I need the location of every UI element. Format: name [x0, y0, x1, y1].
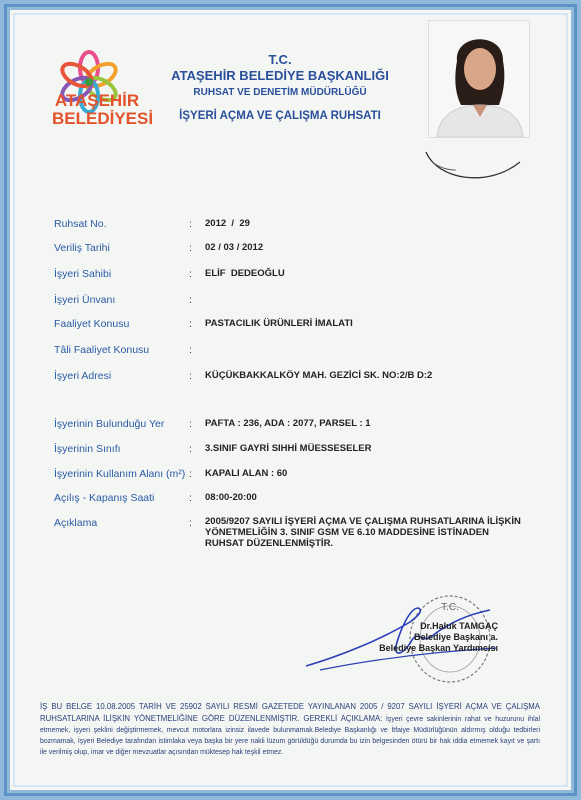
header-department: RUHSAT VE DENETİM MÜDÜRLÜĞÜ — [193, 87, 367, 98]
field-area — [50, 468, 550, 484]
field-label: Açılış - Kapanış Saati — [54, 492, 155, 504]
owner-photo — [428, 20, 530, 138]
signatory-subtitle: Belediye Başkan Yardımcısı — [379, 643, 498, 653]
field-colon: : — [189, 468, 192, 480]
portrait-icon — [429, 21, 529, 137]
signatory-name: Dr.Haluk TAMGAÇ — [420, 621, 498, 631]
explanation-text: 2005/9207 SAYILI İŞYERİ AÇMA VE ÇALIŞMA RUHSATLARINA İLİŞKİN YÖNETMELİĞİN 3. SINIF GSM VE 6.10 MADDESİNE İSTİNADEN RUHSAT DÜZENLENMİŞTİR. — [205, 516, 521, 549]
field-colon: : — [189, 418, 192, 430]
field-label: Faaliyet Konusu — [54, 318, 130, 330]
field-colon: : — [189, 370, 192, 382]
field-address — [50, 370, 550, 386]
field-label: Veriliş Tarihi — [54, 242, 110, 254]
field-location — [50, 418, 550, 434]
legal-footer — [40, 701, 540, 758]
field-activity — [50, 318, 550, 334]
field-label: Açıklama — [54, 517, 98, 529]
field-value: KÜÇÜKBAKKALKÖY MAH. GEZİCİ SK. NO:2/B D:2 — [205, 370, 433, 381]
field-value: 2012 / 29 — [205, 218, 250, 229]
field-owner — [50, 268, 550, 284]
field-colon: : — [189, 294, 192, 306]
field-value: ELİF DEDEOĞLU — [205, 268, 285, 279]
footer-body: İşyeri çevre sakinlerinin rahat ve huzurunu ihlal etmemek, işyeri şeklini değiştirmemek, mevcut motorlara izinsiz ilavede bulunmamak.Belediye Başkanlığı ve İtfaiye Müdürlüğünün aldırmış olduğu tedbirleri bozmamak, İşyeri Belediye tarafından istimlaka veya başka bir yere nakli lüzum görüldüğü durumda bu izin belgesinden ötürü bir hak iddia etmemek kayıt ve şartı ile verilmiş olup, imar ve diğer mevzuatlar açısından müktesep hak teşkil etmez. — [40, 716, 540, 756]
field-label: İşyerinin Kullanım Alanı (m²) — [54, 468, 186, 480]
field-colon: : — [189, 218, 192, 230]
field-label: İşyeri Sahibi — [54, 268, 112, 280]
field-value: PASTACILIK ÜRÜNLERİ İMALATI — [205, 318, 353, 329]
field-label: İşyeri Adresi — [54, 370, 112, 382]
field-colon: : — [189, 344, 192, 356]
photo-stamp-arc-icon — [418, 140, 528, 190]
field-colon: : — [189, 492, 192, 504]
field-secondary-activity — [50, 344, 550, 360]
logo-text: ATAŞEHİR BELEDİYESİ — [52, 91, 154, 128]
field-value: 08:00-20:00 — [205, 492, 257, 503]
document-title: İŞYERİ AÇMA VE ÇALIŞMA RUHSATI — [179, 110, 381, 122]
field-colon: : — [189, 318, 192, 330]
header-municipality: ATAŞEHİR BELEDİYE BAŞKANLIĞI — [171, 68, 389, 83]
field-issue-date — [50, 242, 550, 258]
field-colon: : — [189, 242, 192, 254]
field-class — [50, 443, 550, 459]
field-colon: : — [189, 443, 192, 455]
field-label: İşyerinin Sınıfı — [54, 443, 121, 455]
field-label: İşyeri Ünvanı — [54, 294, 116, 306]
field-value: KAPALI ALAN : 60 — [205, 468, 288, 479]
field-value: PAFTA : 236, ADA : 2077, PARSEL : 1 — [205, 418, 371, 429]
field-business-title — [50, 294, 550, 310]
field-value: 3.SINIF GAYRİ SIHHİ MÜESSESELER — [205, 443, 372, 454]
svg-text:T.C.: T.C. — [441, 602, 459, 613]
field-permit-no — [50, 218, 550, 234]
field-label: İşyerinin Bulunduğu Yer — [54, 418, 165, 430]
field-hours — [50, 492, 550, 508]
field-value: 02 / 03 / 2012 — [205, 242, 264, 253]
footer-lead: İŞ BU BELGE 10.08.2005 TARİH VE 25902 SAYILI RESMİ GAZETEDE YAYINLANAN 2005 / 9207 SAYILI İŞYERİ AÇMA VE ÇALIŞMA RUHSATLARINA İLİŞKİN YÖNETMELİĞİNE GÖRE DÜZENLENMİŞTİR. GEREKLİ AÇIKLAMA: — [40, 702, 540, 723]
header-country: T.C. — [268, 52, 292, 67]
signatory-title: Belediye Başkanı a. — [413, 632, 498, 642]
field-label: Ruhsat No. — [54, 218, 107, 230]
field-colon: : — [189, 517, 192, 529]
field-colon: : — [189, 268, 192, 280]
field-label: Tâli Faaliyet Konusu — [54, 344, 150, 356]
